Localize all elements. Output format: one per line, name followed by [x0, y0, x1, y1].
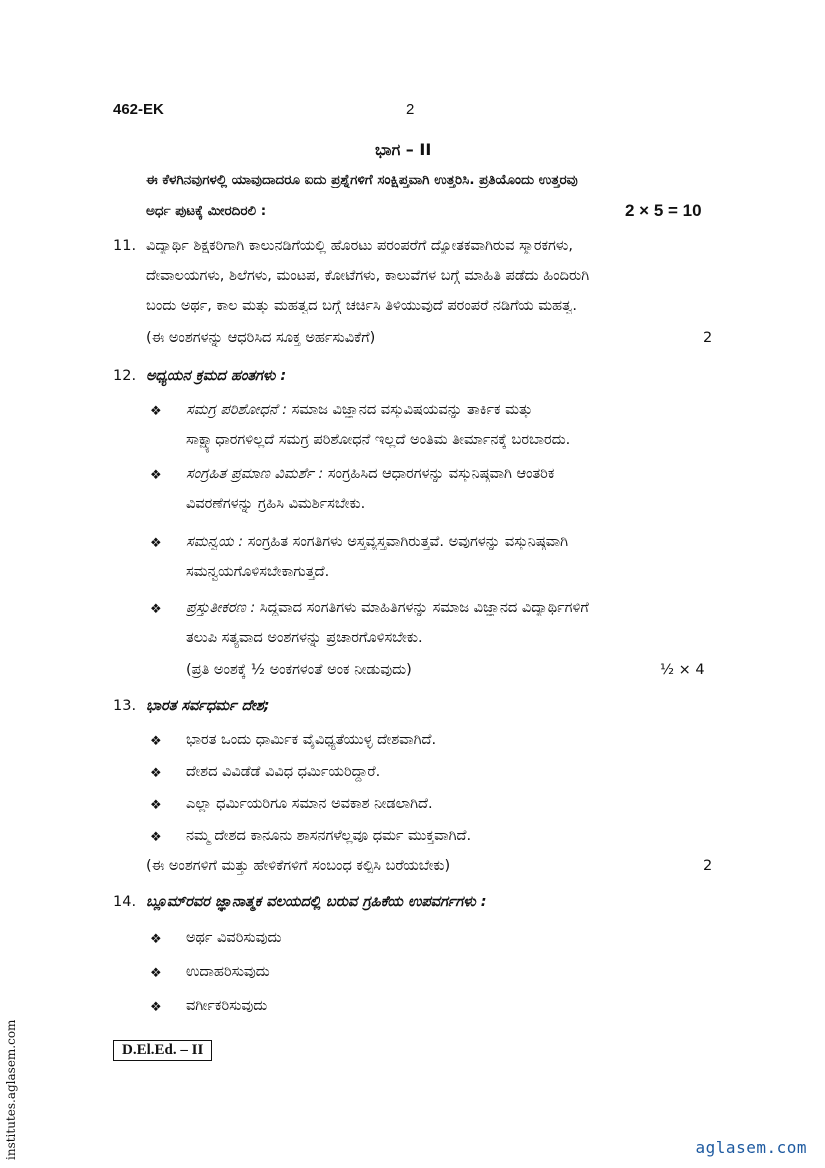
bullet-icon: ❖	[150, 966, 162, 981]
q11-number: 11.	[113, 238, 137, 254]
course-label: D.El.Ed. – II	[113, 1040, 212, 1061]
q13-point-1: ಭಾರತ ಒಂದು ಧಾರ್ಮಿಕ ವೈವಿಧ್ಯತೆಯುಳ್ಳ ದೇಶವಾಗಿದೆ.	[186, 732, 437, 748]
q13-point-2: ದೇಶದ ವಿವಿಡೆಡೆ ವಿವಿಧ ಧರ್ಮಿಯರಿದ್ದಾರೆ.	[186, 764, 381, 780]
q12-point-1-text: ಸಮಾಜ ವಿಜ್ಞಾನದ ವಸ್ತುವಿಷಯವನ್ನು ತಾರ್ಕಿಕ ಮತ್ತು	[291, 402, 533, 418]
bullet-icon: ❖	[150, 830, 162, 845]
side-watermark: institutes.aglasem.com	[4, 1019, 18, 1160]
bullet-icon: ❖	[150, 602, 162, 617]
section-title: ಭಾಗ – II	[375, 140, 432, 159]
q12-point-4-line-2: ತಲುಪಿ ಸತ್ಯವಾದ ಅಂಶಗಳನ್ನು ಪ್ರಚಾರಗೊಳಿಸಬೇಕು.	[186, 630, 423, 646]
bullet-icon: ❖	[150, 536, 162, 551]
q12-point-2-line-1	[186, 466, 712, 482]
q13-heading: ಭಾರತ ಸರ್ವಧರ್ಮ ದೇಶ;	[146, 698, 270, 714]
q11-line-2: ದೇವಾಲಯಗಳು, ಶಿಲೆಗಳು, ಮಂಟಪ, ಕೋಟೆಗಳು, ಕಾಲುವೆಗಳ ಬಗ್ಗೆ ಮಾಹಿತಿ ಪಡೆದು ಹಿಂದಿರುಗಿ	[146, 268, 590, 284]
q14-heading: ಬ್ಲೂಮ್‌ರವರ ಜ್ಞಾನಾತ್ಮಕ ವಲಯದಲ್ಲಿ ಬರುವ ಗ್ರಹಿಕೆಯ ಉಪವರ್ಗಗಳು :	[146, 894, 487, 910]
bullet-icon: ❖	[150, 798, 162, 813]
instruction-line-1: ಈ ಕೆಳಗಿನವುಗಳಲ್ಲಿ ಯಾವುದಾದರೂ ಐದು ಪ್ರಶ್ನೆಗಳಿಗೆ ಸಂಕ್ಷಿಪ್ತವಾಗಿ ಉತ್ತರಿಸಿ. ಪ್ರತಿಯೊಂದು ಉತ್ತರವು	[146, 172, 578, 188]
q13-point-4: ನಮ್ಮ ದೇಶದ ಕಾನೂನು ಶಾಸನಗಳೆಲ್ಲವೂ ಧರ್ಮ ಮುಕ್ತವಾಗಿದೆ.	[186, 828, 472, 844]
q12-number: 12.	[113, 368, 137, 384]
q13-point-3: ಎಲ್ಲಾ ಧರ್ಮಿಯರಿಗೂ ಸಮಾನ ಅವಕಾಶ ನೀಡಲಾಗಿದೆ.	[186, 796, 433, 812]
q12-point-3-text: ಸಂಗ್ರಹಿತ ಸಂಗತಿಗಳು ಅಸ್ತವ್ಯಸ್ತವಾಗಿರುತ್ತವೆ. ಅವುಗಳನ್ನು ವಸ್ತುನಿಷ್ಠವಾಗಿ	[247, 534, 569, 550]
q11-line-1: ವಿದ್ಯಾರ್ಥಿ ಶಿಕ್ಷಕರಿಗಾಗಿ ಕಾಲುನಡಿಗೆಯಲ್ಲಿ ಹೊರಟು ಪರಂಪರೆಗೆ ದ್ಯೋತಕವಾಗಿರುವ ಸ್ಮಾರಕಗಳು,	[146, 238, 573, 254]
q12-point-2-term: ಸಂಗ್ರಹಿತ ಪ್ರಮಾಣ ವಿಮರ್ಶೆ :	[186, 466, 324, 482]
instruction-line-2: ಅರ್ಧ ಪುಟಕ್ಕೆ ಮೀರದಿರಲಿ :	[146, 203, 267, 219]
paper-code: 462-EK	[113, 101, 164, 118]
bullet-icon: ❖	[150, 932, 162, 947]
q13-note: (ಈ ಅಂಶಗಳಿಗೆ ಮತ್ತು ಹೇಳಿಕೆಗಳಿಗೆ ಸಂಬಂಧ ಕಲ್ಪಿಸಿ ಬರೆಯಬೇಕು)	[146, 858, 451, 874]
q13-marks: 2	[703, 858, 713, 874]
q11-marks: 2	[703, 330, 713, 346]
q12-marks: ½ × 4	[660, 662, 705, 678]
page-number: 2	[406, 101, 415, 118]
q11-line-3: ಬಂದು ಅರ್ಥ, ಕಾಲ ಮತ್ತು ಮಹತ್ವದ ಬಗ್ಗೆ ಚರ್ಚಿಸಿ ತಿಳಿಯುವುದೆ ಪರಂಪರೆ ನಡಿಗೆಯ ಮಹತ್ವ.	[146, 298, 577, 314]
q14-point-1: ಅರ್ಥ ವಿವರಿಸುವುದು	[186, 930, 282, 946]
q11-note: (ಈ ಅಂಶಗಳನ್ನು ಆಧರಿಸಿದ ಸೂಕ್ತ ಅರ್ಹಸುವಿಕೆಗೆ)	[146, 330, 376, 346]
q12-point-4-text: ಸಿದ್ಧವಾದ ಸಂಗತಿಗಳು ಮಾಹಿತಿಗಳನ್ನು ಸಮಾಜ ವಿಜ್ಞಾನದ ವಿದ್ಯಾರ್ಥಿಗಳಿಗೆ	[259, 600, 589, 616]
q13-number: 13.	[113, 698, 137, 714]
q12-point-1-term: ಸಮಗ್ರ ಪರಿಶೋಧನೆ :	[186, 402, 287, 418]
q12-point-1-line-1	[186, 402, 712, 418]
bullet-icon: ❖	[150, 734, 162, 749]
bullet-icon: ❖	[150, 404, 162, 419]
site-link[interactable]: aglasem.com	[695, 1138, 807, 1157]
q14-number: 14.	[113, 894, 137, 910]
q12-point-3-line-2: ಸಮನ್ವಯಗೊಳಿಸಬೇಕಾಗುತ್ತದೆ.	[186, 564, 330, 580]
q12-point-2-text: ಸಂಗ್ರಹಿಸಿದ ಆಧಾರಗಳನ್ನು ವಸ್ತುನಿಷ್ಠವಾಗಿ ಆಂತರಿಕ	[327, 466, 555, 482]
q12-point-4-line-1	[186, 600, 712, 616]
q12-point-4-term: ಪ್ರಸ್ತುತೀಕರಣ :	[186, 600, 256, 616]
q12-note: (ಪ್ರತಿ ಅಂಶಕ್ಕೆ ½ ಅಂಕಗಳಂತೆ ಅಂಕ ನೀಡುವುದು)	[186, 662, 412, 678]
q14-point-3: ವರ್ಗೀಕರಿಸುವುದು	[186, 998, 268, 1014]
q12-point-2-line-2: ವಿವರಣೆಗಳನ್ನು ಗ್ರಹಿಸಿ ವಿಮರ್ಶಿಸಬೇಕು.	[186, 496, 366, 512]
q12-point-1-line-2: ಸಾಕ್ಷ್ಯಾಧಾರಗಳಿಲ್ಲದೆ ಸಮಗ್ರ ಪರಿಶೋಧನೆ ಇಲ್ಲದೆ ಅಂತಿಮ ತೀರ್ಮಾನಕ್ಕೆ ಬರಬಾರದು.	[186, 432, 571, 448]
q14-point-2: ಉದಾಹರಿಸುವುದು	[186, 964, 270, 980]
q12-point-3-line-1	[186, 534, 712, 550]
q12-heading: ಅಧ್ಯಯನ ಕ್ರಮದ ಹಂತಗಳು :	[146, 368, 287, 384]
bullet-icon: ❖	[150, 1000, 162, 1015]
section-marks: 2 × 5 = 10	[625, 201, 702, 220]
bullet-icon: ❖	[150, 468, 162, 483]
q12-point-3-term: ಸಮನ್ವಯ :	[186, 534, 244, 550]
bullet-icon: ❖	[150, 766, 162, 781]
